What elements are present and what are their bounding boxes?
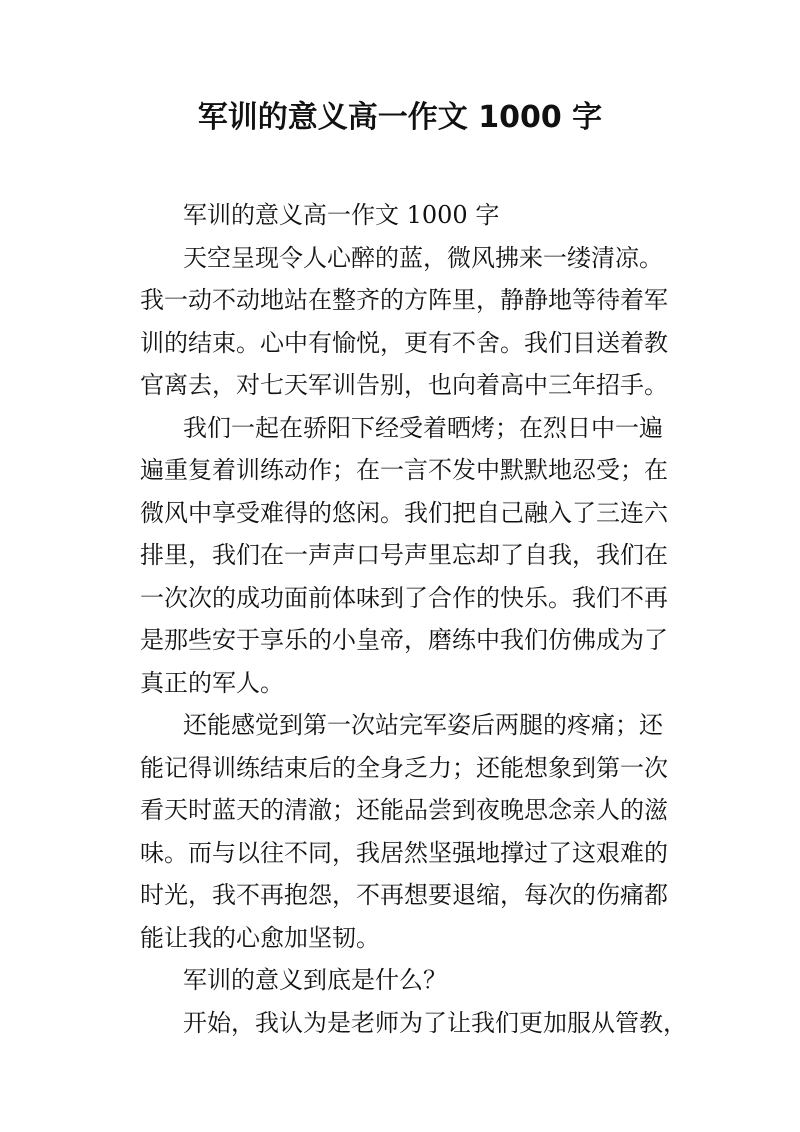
text-line: 我们一起在骄阳下经受着晒烤；在烈日中一遍 — [183, 413, 663, 442]
text-line: 能让我的心愈加坚韧。 — [140, 923, 380, 952]
text-line: 军训的意义到底是什么？ — [183, 966, 447, 994]
document-title: 军训的意义高一作文 1000 字 — [197, 100, 603, 135]
document-body — [140, 194, 687, 1044]
text-line: 真正的军人。 — [140, 668, 284, 697]
text-line: 天空呈现令人心醉的蓝，微风拂来一缕清凉。 — [183, 243, 663, 272]
text-line: 还能感觉到第一次站完军姿后两腿的疼痛；还 — [183, 711, 663, 739]
text-line: 是那些安于享乐的小皇帝，磨练中我们仿佛成为了 — [140, 626, 668, 654]
text-line: 官离去，对七天军训告别，也向着高中三年招手。 — [140, 371, 668, 399]
text-line: 味。而与以往不同，我居然坚强地撑过了这艰难的 — [140, 838, 668, 867]
text-line: 微风中享受难得的悠闲。我们把自己融入了三连六 — [140, 498, 668, 527]
text-line: 遍重复着训练动作；在一言不发中默默地忍受；在 — [140, 456, 668, 484]
text-line: 排里，我们在一声声口号声里忘却了自我，我们在 — [140, 541, 668, 569]
text-line: 一次次的成功面前体味到了合作的快乐。我们不再 — [140, 583, 668, 612]
text-line: 能记得训练结束后的全身乏力；还能想象到第一次 — [140, 753, 668, 782]
text-line: 我一动不动地站在整齐的方阵里，静静地等待着军 — [140, 286, 668, 314]
text-line: 时光，我不再抱怨，不再想要退缩，每次的伤痛都 — [140, 881, 668, 909]
text-line: 开始，我认为是老师为了让我们更加服从管教， — [183, 1008, 687, 1037]
text-line: 军训的意义高一作文 1000 字 — [183, 201, 500, 229]
text-line: 看天时蓝天的清澈；还能品尝到夜晚思念亲人的滋 — [140, 796, 668, 824]
text-line: 训的结束。心中有愉悦，更有不舍。我们目送着教 — [140, 328, 668, 357]
